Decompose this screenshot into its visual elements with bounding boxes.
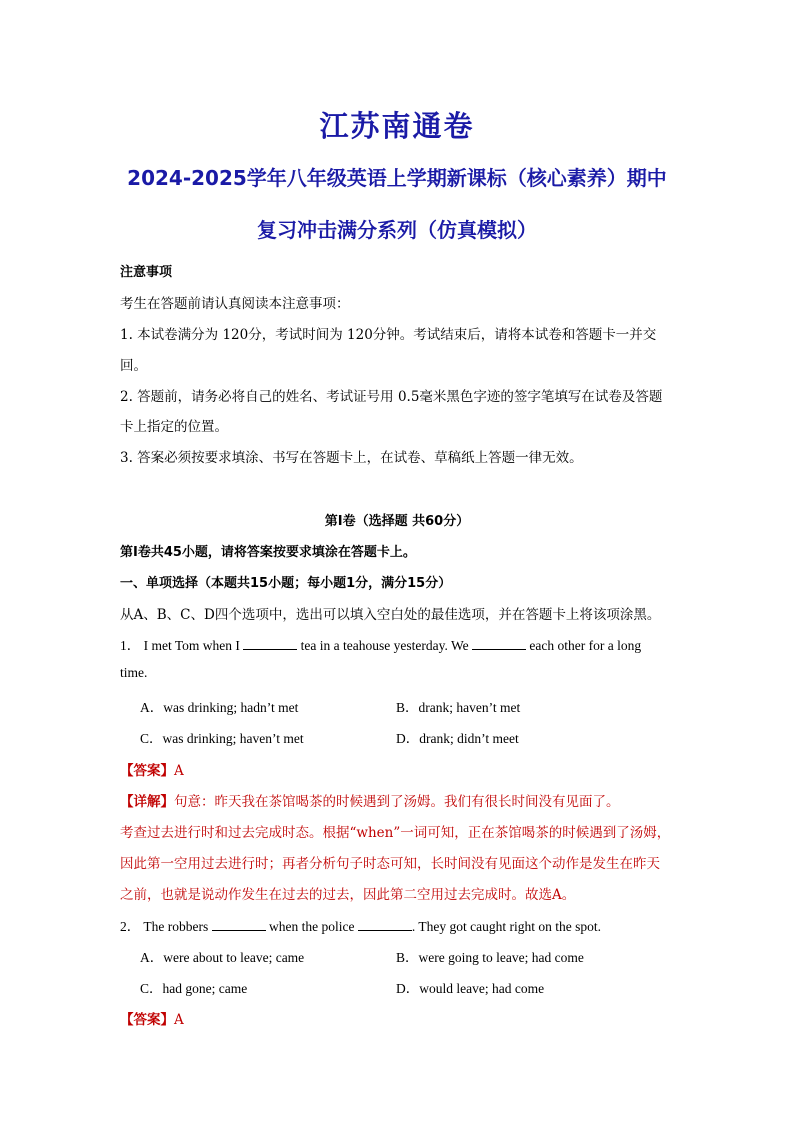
- answer-blank: [243, 638, 297, 650]
- notice-intro: 考生在答题前请认真阅读本注意事项：: [120, 296, 350, 312]
- question-number: 2．: [120, 919, 141, 934]
- notice-item-1-cont: 回。: [120, 358, 147, 374]
- question-number: 1．: [120, 638, 141, 653]
- question-text: The robbers: [143, 919, 209, 934]
- explain-label: 【详解】: [120, 794, 174, 810]
- answer-blank: [212, 919, 266, 931]
- option-a: A．were about to leave; came: [140, 950, 305, 965]
- notice-item-3: 3. 答案必须按要求填涂、书写在答题卡上，在试卷、草稿纸上答题一律无效。: [120, 450, 583, 466]
- notice-item-2: 2. 答题前，请务必将自己的姓名、考试证号用 0.5毫米黑色字迹的签字笔填写在试卷及答题: [120, 389, 663, 405]
- explanation-line-2: 考查过去进行时和过去完成时态。根据“when”一词可知，正在茶馆喝茶的时候遇到了汤姆，: [120, 825, 671, 841]
- answer-value: A: [174, 763, 184, 779]
- option-b: B．were going to leave; had come: [396, 950, 584, 965]
- answer-blank: [472, 638, 526, 650]
- answer-line: [120, 759, 680, 779]
- question-1: [120, 634, 680, 654]
- part-title: 第Ⅰ卷（选择题 共60分）: [324, 514, 470, 529]
- answer-value: A: [174, 1012, 184, 1028]
- answer-label: 【答案】: [120, 763, 174, 779]
- exam-subtitle-line2: 复习冲击满分系列（仿真模拟）: [257, 218, 537, 242]
- answer-line: [120, 1008, 680, 1028]
- option-a: A．was drinking; hadn’t met: [140, 700, 299, 715]
- option-d: D．would leave; had come: [396, 981, 545, 996]
- exam-title: 江苏南通卷: [319, 109, 475, 143]
- question-2: [120, 915, 680, 935]
- notice-item-2-cont: 卡上指定的位置。: [120, 419, 228, 435]
- part-note: 第Ⅰ卷共45小题，请将答案按要求填涂在答题卡上。: [120, 545, 416, 560]
- answer-label: 【答案】: [120, 1012, 174, 1028]
- option-d: D．drank; didn’t meet: [396, 731, 519, 746]
- section-heading: 一、单项选择（本题共15小题；每小题1分，满分15分）: [120, 576, 452, 591]
- question-text: when the police: [269, 919, 355, 934]
- exam-subtitle-line1: 2024-2025学年八年级英语上学期新课标（核心素养）期中: [127, 166, 667, 190]
- question-text: each other for a long: [529, 638, 642, 653]
- answer-blank: [358, 919, 412, 931]
- explanation-line-4: 之前，也就是说动作发生在过去的过去，因此第二空用过去完成时。故选A。: [120, 887, 576, 903]
- question-1-cont: time.: [120, 665, 148, 680]
- question-text: . They got caught right on the spot.: [411, 919, 601, 934]
- question-text: I met Tom when I: [143, 638, 240, 653]
- explanation-line-1: [120, 790, 680, 810]
- question-text: tea in a teahouse yesterday. We: [300, 638, 469, 653]
- option-c: C．was drinking; haven’t met: [140, 731, 304, 746]
- explain-text: 句意：昨天我在茶馆喝茶的时候遇到了汤姆。我们有很长时间没有见面了。: [174, 794, 620, 810]
- explanation-line-3: 因此第一空用过去进行时；再者分析句子时态可知，长时间没有见面这个动作是发生在昨天: [120, 856, 660, 872]
- notice-heading: 注意事项: [120, 265, 173, 280]
- notice-item-1: 1. 本试卷满分为 120分，考试时间为 120分钟。考试结束后，请将本试卷和答题卡一并交: [120, 327, 657, 343]
- option-b: B．drank; haven’t met: [396, 700, 521, 715]
- section-instruction: 从A、B、C、D四个选项中，选出可以填入空白处的最佳选项，并在答题卡上将该项涂黑。: [120, 607, 661, 623]
- option-c: C．had gone; came: [140, 981, 248, 996]
